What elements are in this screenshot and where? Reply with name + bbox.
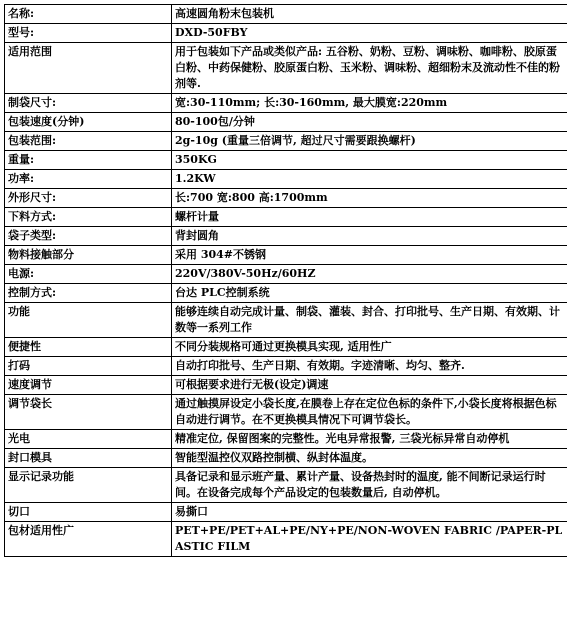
spec-value: 采用 304#不锈钢: [172, 246, 567, 265]
spec-label: 控制方式:: [5, 284, 172, 303]
spec-value: 台达 PLC控制系统: [172, 284, 567, 303]
spec-label: 调节袋长: [5, 395, 172, 430]
spec-label: 制袋尺寸:: [5, 94, 172, 113]
spec-label: 功能: [5, 303, 172, 338]
spec-label: 光电: [5, 430, 172, 449]
spec-value: 高速圆角粉末包装机: [172, 5, 567, 24]
spec-label: 速度调节: [5, 376, 172, 395]
spec-value: 220V/380V-50Hz/60HZ: [172, 265, 567, 284]
spec-row-scope: [5, 43, 567, 94]
spec-label: 包装范围:: [5, 132, 172, 151]
spec-label: 适用范围: [5, 43, 172, 94]
spec-value: 1.2KW: [172, 170, 567, 189]
spec-label: 型号:: [5, 24, 172, 43]
spec-table: [4, 4, 567, 557]
spec-label: 包装速度(分钟): [5, 113, 172, 132]
spec-label: 显示记录功能: [5, 468, 172, 503]
spec-value: 螺杆计量: [172, 208, 567, 227]
spec-row-control: [5, 284, 567, 303]
spec-value: 80-100包/分钟: [172, 113, 567, 132]
spec-value: 用于包装如下产品或类似产品: 五谷粉、奶粉、豆粉、调味粉、咖啡粉、胶原蛋白粉、中药保健粉、胶原蛋白粉、玉米粉、调味粉、超细粉末及流动性不佳的粉剂等.: [172, 43, 567, 94]
spec-value: 易撕口: [172, 503, 567, 522]
spec-value: 宽:30-110mm; 长:30-160mm, 最大膜宽:220mm: [172, 94, 567, 113]
spec-row-model: [5, 24, 567, 43]
spec-label: 重量:: [5, 151, 172, 170]
spec-value: 具备记录和显示班产量、累计产量、设备热封时的温度, 能不间断记录运行时间。在设备完成每个产品设定的包装数量后, 自动停机。: [172, 468, 567, 503]
spec-label: 袋子类型:: [5, 227, 172, 246]
spec-row-record: [5, 468, 567, 503]
spec-label: 切口: [5, 503, 172, 522]
spec-value: 精准定位, 保留图案的完整性。光电异常报警, 三袋光标异常自动停机: [172, 430, 567, 449]
spec-label: 外形尺寸:: [5, 189, 172, 208]
spec-value: DXD-50FBY: [172, 24, 567, 43]
spec-row-photoelectric: [5, 430, 567, 449]
spec-row-speed: [5, 113, 567, 132]
spec-label: 包材适用性广: [5, 522, 172, 557]
spec-row-feeding: [5, 208, 567, 227]
spec-value: 可根据要求进行无极(设定)调速: [172, 376, 567, 395]
spec-row-bag-size: [5, 94, 567, 113]
spec-row-weight: [5, 151, 567, 170]
spec-row-name: [5, 5, 567, 24]
spec-value: 通过触摸屏设定小袋长度,在膜卷上存在定位色标的条件下,小袋长度将根据色标自动进行调节。在不更换模具情况下可调节袋长。: [172, 395, 567, 430]
spec-table-body: [5, 5, 567, 557]
spec-label: 物料接触部分: [5, 246, 172, 265]
spec-value: 2g-10g (重量三倍调节, 超过尺寸需要跟换螺杆): [172, 132, 567, 151]
spec-value: 长:700 宽:800 高:1700mm: [172, 189, 567, 208]
spec-row-bag-type: [5, 227, 567, 246]
spec-value: 能够连续自动完成计量、制袋、灌装、封合、打印批号、生产日期、有效期、计数等一系列工作: [172, 303, 567, 338]
spec-row-cut: [5, 503, 567, 522]
spec-row-power: [5, 170, 567, 189]
spec-value: 背封圆角: [172, 227, 567, 246]
spec-value: 不同分装规格可通过更换模具实现, 适用性广: [172, 338, 567, 357]
spec-label: 封口模具: [5, 449, 172, 468]
spec-row-range: [5, 132, 567, 151]
spec-label: 名称:: [5, 5, 172, 24]
spec-row-seal-mold: [5, 449, 567, 468]
spec-value: 350KG: [172, 151, 567, 170]
spec-row-dimensions: [5, 189, 567, 208]
spec-label: 功率:: [5, 170, 172, 189]
spec-label: 便捷性: [5, 338, 172, 357]
spec-row-packaging-material: [5, 522, 567, 557]
spec-row-convenience: [5, 338, 567, 357]
spec-row-bag-length: [5, 395, 567, 430]
spec-row-coding: [5, 357, 567, 376]
spec-row-function: [5, 303, 567, 338]
spec-label: 打码: [5, 357, 172, 376]
spec-label: 电源:: [5, 265, 172, 284]
spec-value: 自动打印批号、生产日期、有效期。字迹清晰、均匀、整齐.: [172, 357, 567, 376]
spec-row-contact-material: [5, 246, 567, 265]
spec-row-speed-adjust: [5, 376, 567, 395]
spec-value: PET+PE/PET+AL+PE/NY+PE/NON-WOVEN FABRIC /PAPER-PLASTIC FILM: [172, 522, 567, 557]
spec-label: 下料方式:: [5, 208, 172, 227]
spec-value: 智能型温控仪双路控制横、纵封体温度。: [172, 449, 567, 468]
spec-row-power-supply: [5, 265, 567, 284]
